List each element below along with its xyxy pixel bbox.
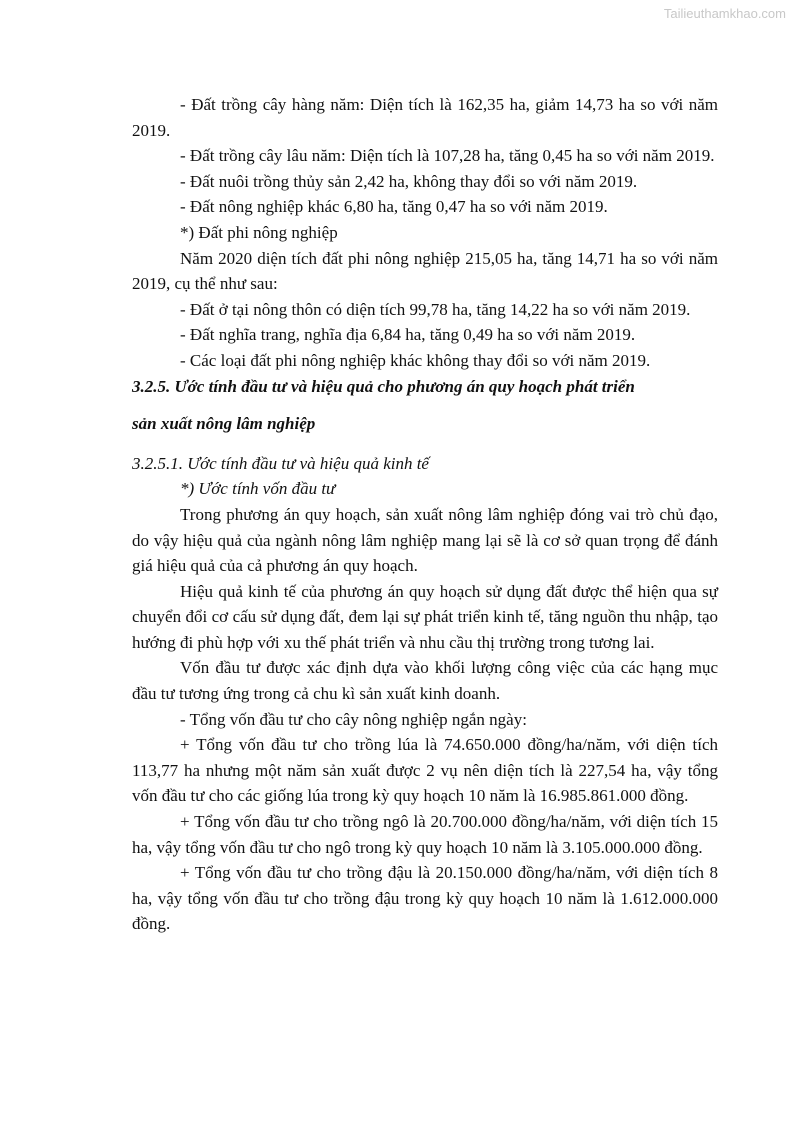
section-heading-3-2-5: 3.2.5. Ước tính đầu tư và hiệu quả cho phương án quy hoạch phát triển bbox=[132, 376, 635, 396]
section-heading-3-2-5-cont: sản xuất nông lâm nghiệp bbox=[132, 414, 316, 434]
paragraph-cemetery-land: - Đất nghĩa trang, nghĩa địa 6,84 ha, tăng 0,49 ha so với năm 2019. bbox=[180, 325, 636, 345]
paragraph-planning-role: Trong phương án quy hoạch, sản xuất nông lâm nghiệp đóng vai trò chủ đạo, do vậy hiệu quả của ngành nông lâm nghiệp mang lại sẽ là cơ sở quan trọng để đánh giá hiệu quả của cả phương án quy hoạch. bbox=[132, 504, 718, 576]
paragraph-rice-investment: + Tổng vốn đầu tư cho trồng lúa là 74.650.000 đồng/ha/năm, với diện tích 113,77 ha nhưng một năm sản xuất được 2 vụ nên diện tích là 227,54 ha, vậy tổng vốn đầu tư cho các giống lúa trong kỳ quy hoạch 10 năm là 16.985.861.000 đồng. bbox=[132, 735, 718, 806]
sub-heading-investment-estimate: *) Ước tính vốn đầu tư bbox=[180, 479, 336, 499]
paragraph-non-agri-heading: *) Đất phi nông nghiệp bbox=[180, 222, 338, 242]
document-page bbox=[132, 92, 718, 937]
paragraph-bean-investment: + Tổng vốn đầu tư cho trồng đậu là 20.150.000 đồng/ha/năm, với diện tích 8 ha, vậy tổng vốn đầu tư cho trồng đậu trong kỳ quy hoạch 10 năm là 1.612.000.000 đồng. bbox=[132, 863, 718, 934]
subsection-heading-3-2-5-1: 3.2.5.1. Ước tính đầu tư và hiệu quả kinh tế bbox=[132, 453, 429, 473]
paragraph-annual-crop-land: - Đất trồng cây hàng năm: Diện tích là 162,35 ha, giảm 14,73 ha so với năm 2019. bbox=[132, 95, 718, 140]
watermark: Tailieuthamkhao.com bbox=[663, 6, 786, 21]
paragraph-economic-efficiency: Hiệu quả kinh tế của phương án quy hoạch sử dụng đất được thể hiện qua sự chuyển đổi cơ cấu sử dụng đất, đem lại sự phát triển kinh tế, tăng nguồn thu nhập, tạo hướng đi phù hợp với xu thế phát triển và nhu cầu thị trường trong tương lai. bbox=[132, 581, 718, 652]
paragraph-perennial-crop-land: - Đất trồng cây lâu năm: Diện tích là 107,28 ha, tăng 0,45 ha so với năm 2019. bbox=[180, 146, 715, 166]
paragraph-other-non-agri-land: - Các loại đất phi nông nghiệp khác không thay đổi so với năm 2019. bbox=[180, 350, 651, 370]
paragraph-corn-investment: + Tổng vốn đầu tư cho trồng ngô là 20.700.000 đồng/ha/năm, với diện tích 15 ha, vậy tổng vốn đầu tư cho ngô trong kỳ quy hoạch 10 năm là 3.105.000.000 đồng. bbox=[132, 812, 718, 857]
paragraph-aquaculture-land: - Đất nuôi trồng thủy sản 2,42 ha, không thay đổi so với năm 2019. bbox=[180, 171, 638, 191]
paragraph-non-agri-summary: Năm 2020 diện tích đất phi nông nghiệp 215,05 ha, tăng 14,71 ha so với năm 2019, cụ thể như sau: bbox=[132, 248, 718, 294]
paragraph-short-term-crops: - Tổng vốn đầu tư cho cây nông nghiệp ngắn ngày: bbox=[180, 709, 527, 729]
paragraph-other-agri-land: - Đất nông nghiệp khác 6,80 ha, tăng 0,47 ha so với năm 2019. bbox=[180, 197, 608, 217]
paragraph-capital-basis: Vốn đầu tư được xác định dựa vào khối lượng công việc của các hạng mục đầu tư tương ứng trong cả chu kì sản xuất kinh doanh. bbox=[132, 658, 718, 704]
paragraph-rural-residential-land: - Đất ở tại nông thôn có diện tích 99,78 ha, tăng 14,22 ha so với năm 2019. bbox=[180, 299, 691, 319]
